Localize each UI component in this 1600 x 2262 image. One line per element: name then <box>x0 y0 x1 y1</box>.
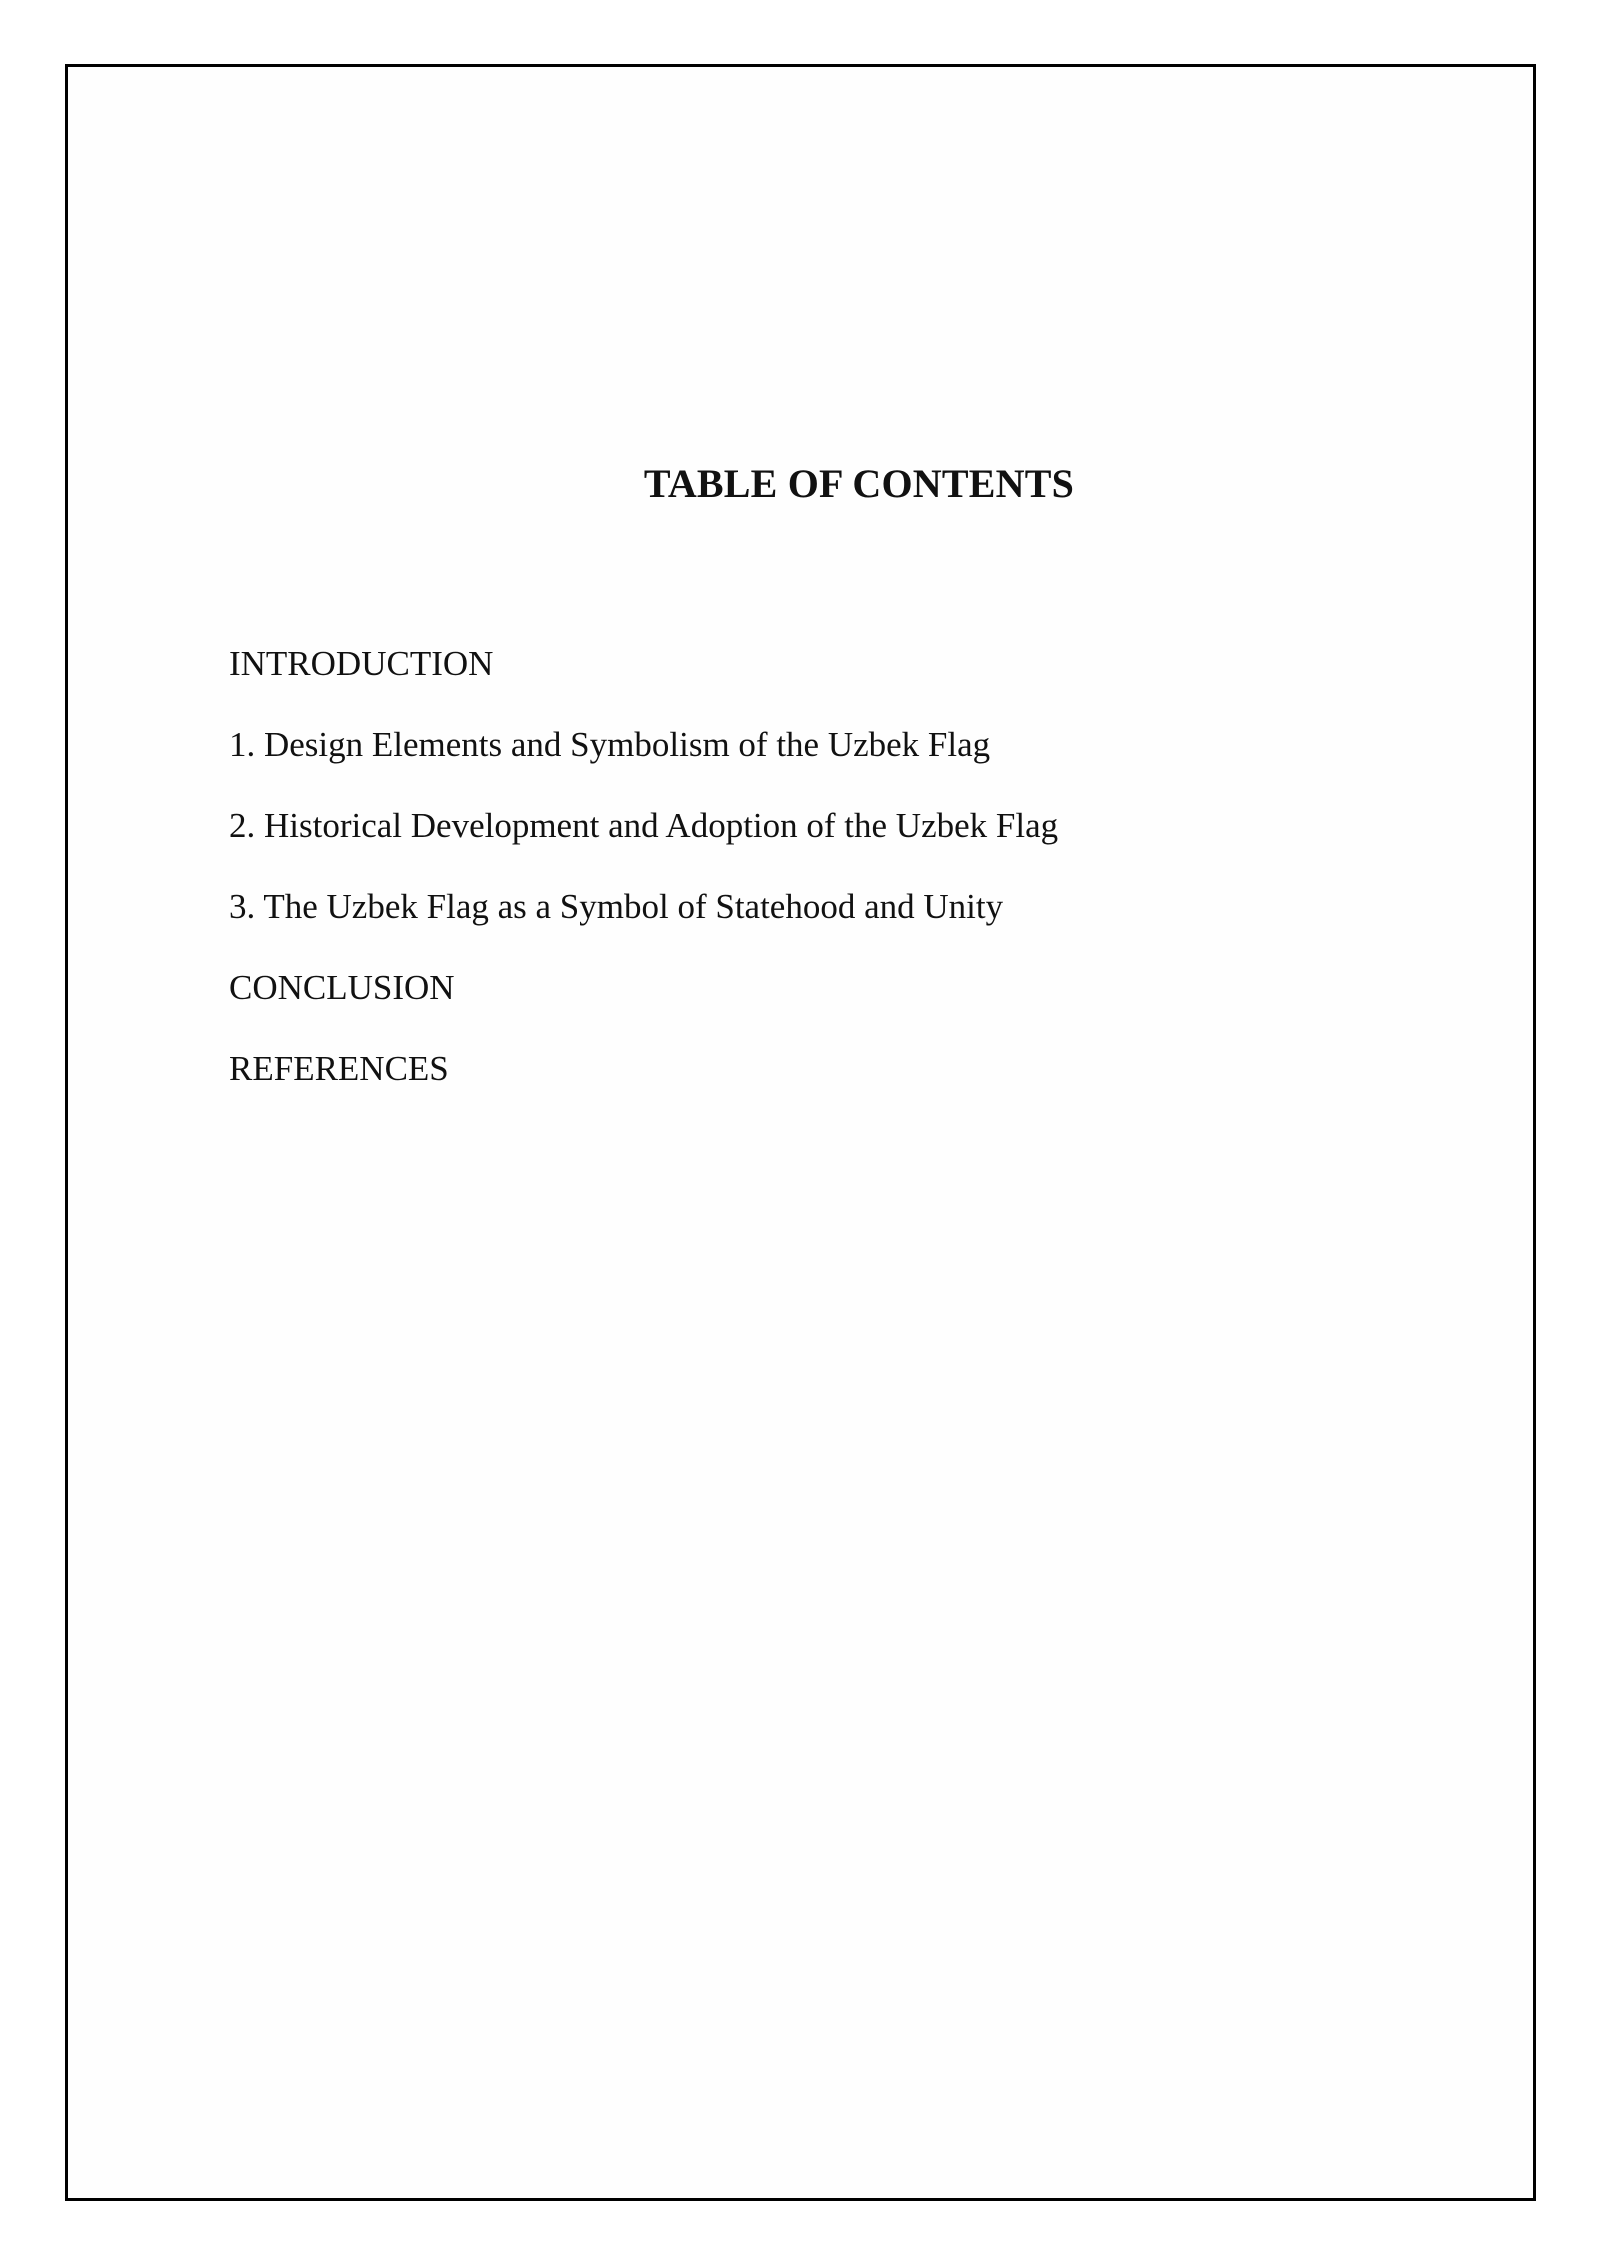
toc-entry-references: REFERENCES <box>229 1049 449 1088</box>
toc-entry-chapter-3: 3. The Uzbek Flag as a Symbol of Statehood and Unity <box>229 887 1004 926</box>
page-border <box>65 64 1536 2201</box>
toc-entry-chapter-1: 1. Design Elements and Symbolism of the Uzbek Flag <box>229 725 991 764</box>
toc-entry-chapter-2: 2. Historical Development and Adoption of the Uzbek Flag <box>229 806 1059 845</box>
toc-entry-introduction: INTRODUCTION <box>229 644 494 683</box>
toc-list <box>229 644 1058 1130</box>
toc-entry-conclusion: CONCLUSION <box>229 968 455 1007</box>
page-title: TABLE OF CONTENTS <box>643 461 1075 506</box>
